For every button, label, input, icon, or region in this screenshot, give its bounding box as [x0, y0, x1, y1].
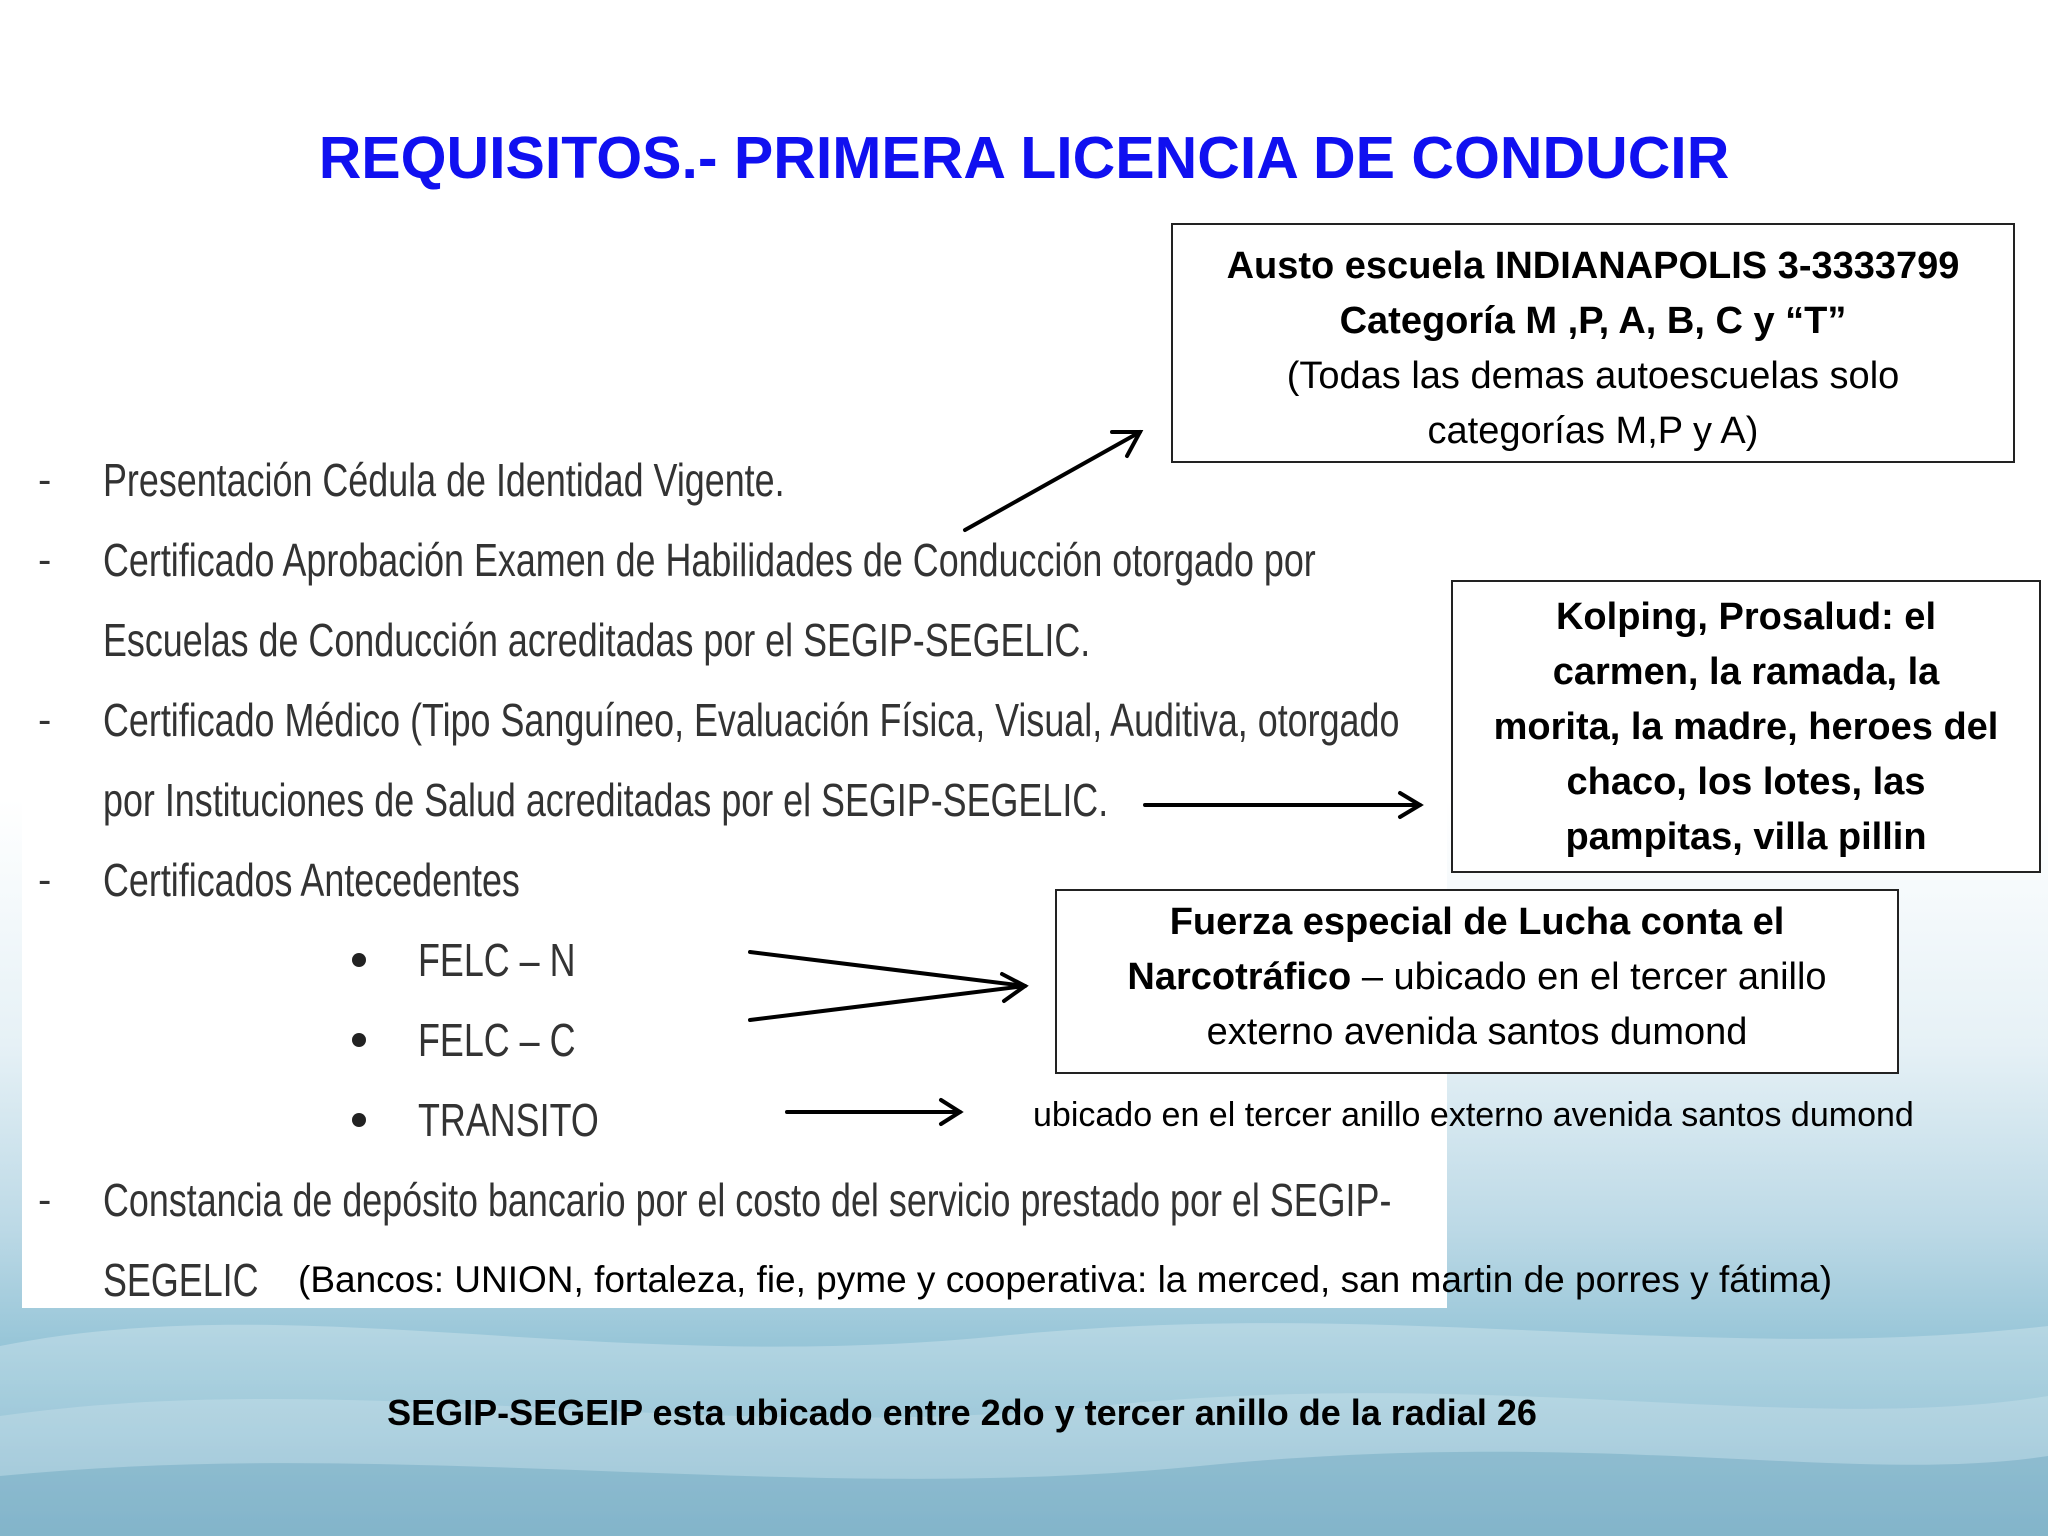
sub-item-felc-n: FELC – N: [418, 934, 576, 986]
requirement-id-card: Presentación Cédula de Identidad Vigente.: [103, 454, 785, 506]
felc-n-info-line3: externo avenida santos dumond: [1206, 1011, 1748, 1053]
medical-institutions-line: chaco, los lotes, las: [1566, 761, 1926, 803]
requirement-medical-certificate-line1: Certificado Médico (Tipo Sanguíneo, Evaluación Física, Visual, Auditiva, otorgado: [103, 694, 1400, 746]
requirement-bank-deposit-line2: SEGELIC: [103, 1254, 259, 1306]
transito-location-note: ubicado en el tercer anillo externo avenida santos dumond: [1033, 1096, 1914, 1134]
driving-school-name: Austo escuela INDIANAPOLIS 3-3333799: [1226, 245, 1960, 287]
footer-segip-location: SEGIP-SEGEIP esta ubicado entre 2do y tercer anillo de la radial 26: [387, 1392, 1537, 1433]
driving-school-box: [1171, 223, 2015, 463]
medical-institutions-box: [1451, 580, 2041, 873]
requirement-driving-certificate-line2: Escuelas de Conducción acreditadas por el SEGIP-SEGELIC.: [103, 614, 1091, 666]
felc-n-info-line1: Fuerza especial de Lucha conta el: [1169, 901, 1785, 943]
requirement-medical-certificate-line2: por Instituciones de Salud acreditadas por el SEGIP-SEGELIC.: [103, 774, 1109, 826]
requirement-driving-certificate-line1: Certificado Aprobación Examen de Habilidades de Conducción otorgado por: [103, 534, 1316, 586]
bullet-dot: [352, 953, 366, 967]
requirement-background-certificates: Certificados Antecedentes: [103, 854, 520, 906]
medical-institutions-line: pampitas, villa pillin: [1565, 816, 1927, 858]
felc-n-info-box: [1055, 889, 1899, 1074]
medical-institutions-line: carmen, la ramada, la: [1552, 651, 1940, 693]
bullet-dot: [352, 1113, 366, 1127]
sub-item-felc-c: FELC – C: [418, 1014, 576, 1066]
slide-title: REQUISITOS.- PRIMERA LICENCIA DE CONDUCIR: [318, 125, 1730, 191]
dash-bullet: -: [38, 1178, 52, 1222]
requirement-bank-deposit-line1: Constancia de depósito bancario por el costo del servicio prestado por el SEGIP-: [103, 1174, 1392, 1226]
dash-bullet: -: [38, 698, 52, 742]
sub-item-transito: TRANSITO: [418, 1094, 599, 1146]
felc-n-info-line2: [1057, 950, 1897, 1005]
other-schools-note-line1: (Todas las demas autoescuelas solo: [1286, 355, 1900, 397]
banks-note: (Bancos: UNION, fortaleza, fie, pyme y cooperativa: la merced, san martin de porres y fátima): [298, 1259, 1833, 1300]
other-schools-note-line2: categorías M,P y A): [1427, 410, 1759, 452]
medical-institutions-line: morita, la madre, heroes del: [1493, 706, 1999, 748]
bullet-dot: [352, 1033, 366, 1047]
narcotrafico-label: Narcotráfico: [1127, 956, 1352, 998]
dash-bullet: -: [38, 538, 52, 582]
felc-n-location: – ubicado en el tercer anillo: [1351, 956, 1827, 998]
dash-bullet: -: [38, 858, 52, 902]
medical-institutions-line: Kolping, Prosalud: el: [1555, 596, 1937, 638]
dash-bullet: -: [38, 458, 52, 502]
driving-school-categories: Categoría M ,P, A, B, C y “T”: [1339, 300, 1847, 342]
